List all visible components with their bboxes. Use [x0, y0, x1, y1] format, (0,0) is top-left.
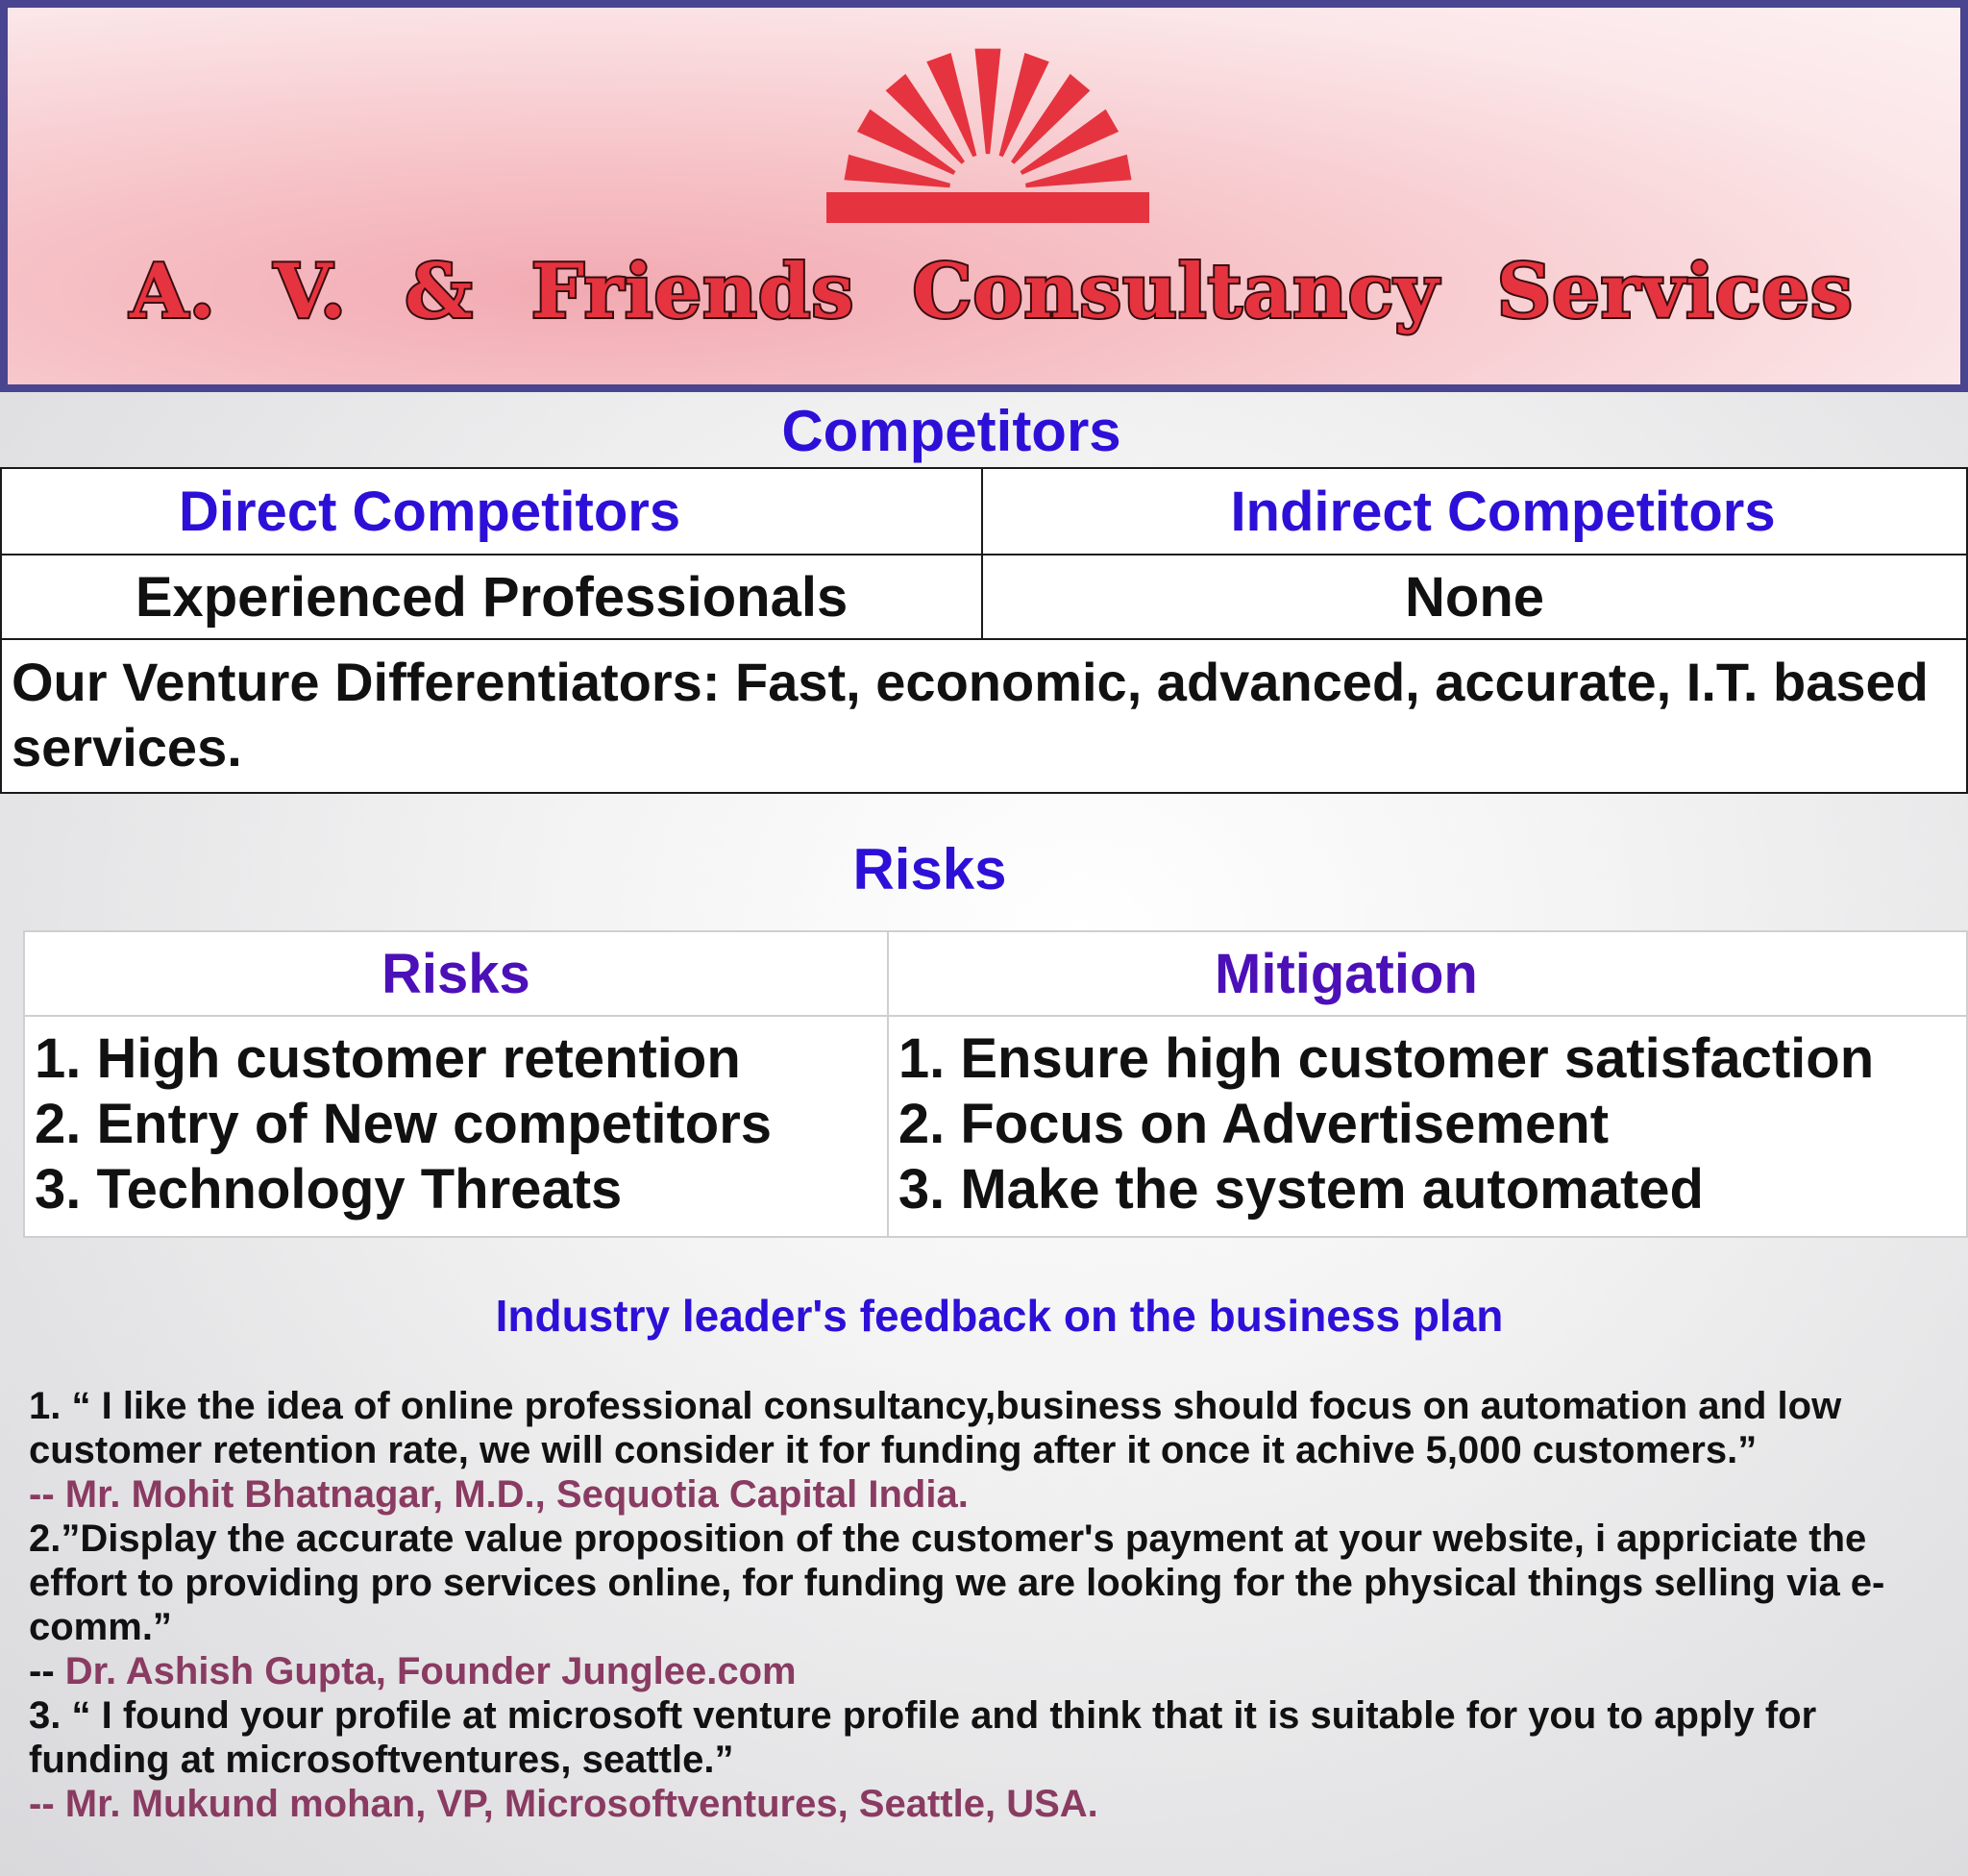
- feedback-attribution: Dr. Ashish Gupta, Founder Junglee.com: [64, 1650, 797, 1692]
- feedback-attribution: Mr. Mukund mohan, VP, Microsoftventures, Seattle, USA.: [54, 1783, 1098, 1825]
- risks-header: Risks: [24, 931, 888, 1016]
- feedback-title: Industry leader's feedback on the business plan: [495, 1291, 1504, 1341]
- mitigation-item: 2. Focus on Advertisement: [898, 1093, 1610, 1155]
- risk-item: 3. Technology Threats: [35, 1158, 623, 1221]
- feedback-attribution-line: [29, 1472, 1941, 1517]
- risk-list: [24, 1016, 888, 1237]
- risk-item: 1. High customer retention: [35, 1027, 741, 1090]
- risks-table: [23, 930, 1968, 1238]
- competitors-title: Competitors: [781, 399, 1121, 463]
- feedback-attribution-line: [29, 1649, 1941, 1693]
- risks-title: Risks: [852, 837, 1007, 901]
- mitigation-item: 3. Make the system automated: [898, 1158, 1704, 1221]
- risk-item: 2. Entry of New competitors: [35, 1093, 773, 1155]
- mitigation-item: 1. Ensure high customer satisfaction: [898, 1027, 1875, 1090]
- feedback-attribution-line: [29, 1782, 1941, 1826]
- competitors-table: [0, 467, 1968, 794]
- feedback-list: [29, 1384, 1941, 1826]
- attribution-dash: --: [29, 1783, 55, 1825]
- header-banner: [0, 0, 1968, 392]
- indirect-competitors-header: Indirect Competitors: [982, 468, 1967, 555]
- attribution-dash: --: [29, 1473, 55, 1516]
- feedback-quote: 2.”Display the accurate value proposition of the customer's payment at your website, i appriciate the effort to providing pro services online, for funding we are looking for the physical things selling via e-comm.”: [29, 1518, 1885, 1648]
- rising-sun-logo-icon: [815, 46, 1161, 229]
- company-name: A. V. & Friends Consultancy Services: [130, 248, 1854, 335]
- direct-competitors-header: Direct Competitors: [1, 468, 982, 555]
- feedback-quote: 1. “ I like the idea of online professional consultancy,business should focus on automation and low customer retention rate, we will consider it for funding after it once it achive 5,000 customers.”: [29, 1385, 1842, 1471]
- mitigation-list: [888, 1016, 1967, 1237]
- indirect-competitors-value: None: [982, 555, 1967, 639]
- mitigation-header: Mitigation: [888, 931, 1967, 1016]
- feedback-quote: 3. “ I found your profile at microsoft venture profile and think that it is suitable for you to apply for funding at microsoftventures, seattle.”: [29, 1694, 1817, 1781]
- direct-competitors-value: Experienced Professionals: [1, 555, 982, 639]
- feedback-attribution: Mr. Mohit Bhatnagar, M.D., Sequotia Capital India.: [54, 1473, 969, 1516]
- attribution-dash: --: [29, 1650, 65, 1692]
- venture-differentiators: Our Venture Differentiators: Fast, economic, advanced, accurate, I.T. based services.: [1, 639, 1967, 793]
